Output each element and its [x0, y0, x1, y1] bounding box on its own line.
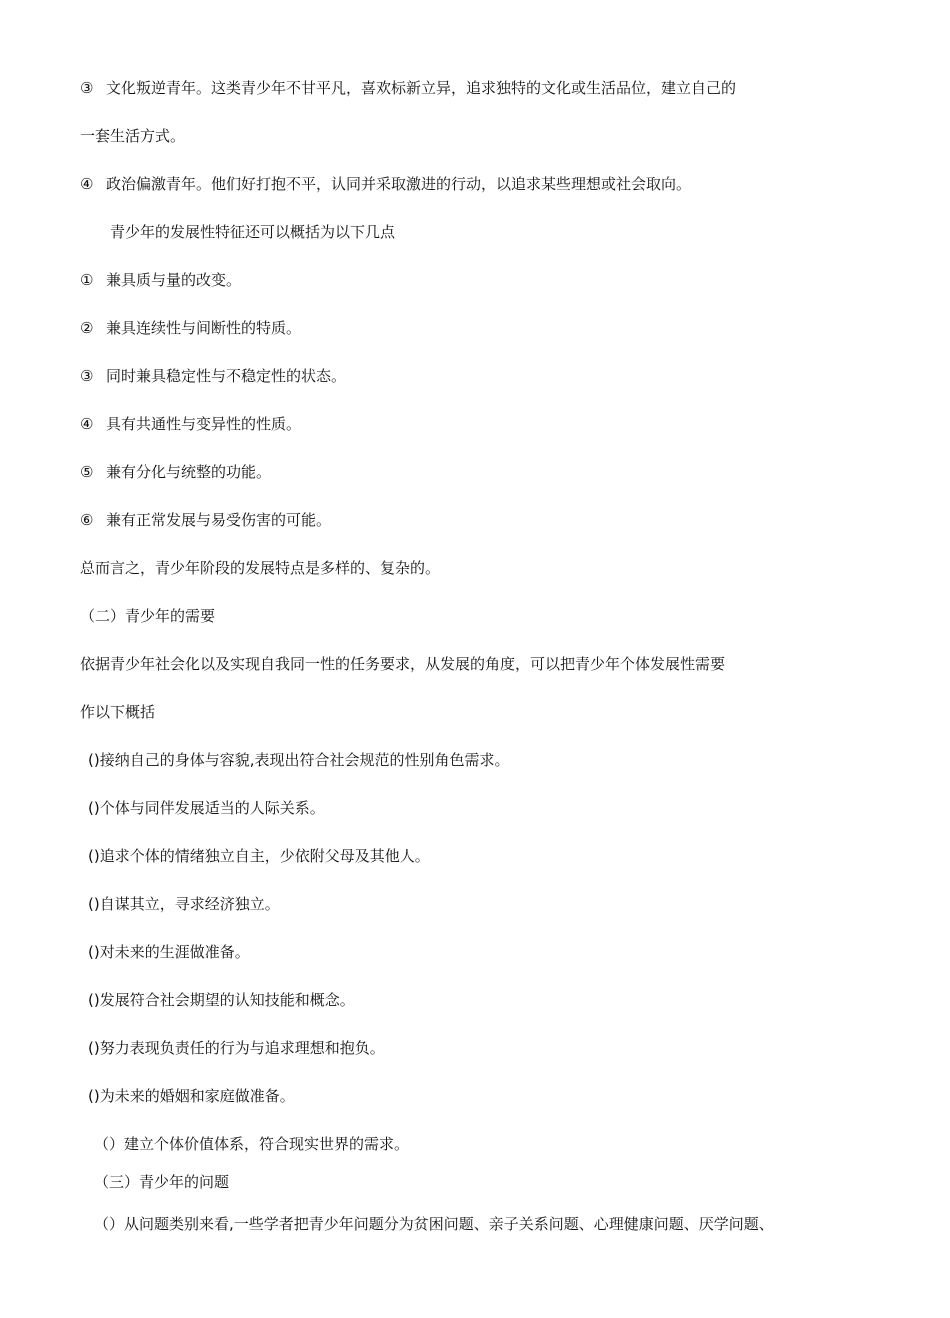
needs-intro-continuation	[80, 702, 155, 722]
heading-text: （二）青少年的需要	[80, 607, 216, 625]
list-item-text: 具有共通性与变异性的性质。	[106, 415, 302, 433]
list-item-text: ()个体与同伴发展适当的人际关系。	[88, 799, 325, 817]
needs-item	[88, 750, 509, 770]
paragraph-text: 文化叛逆青年。这类青少年不甘平凡，喜欢标新立异，追求独特的文化或生活品位，建立自己的	[106, 79, 737, 97]
list-item-text: ()对未来的生涯做准备。	[88, 943, 250, 961]
list-item-3	[80, 366, 346, 386]
paragraph-text: 总而言之，青少年阶段的发展特点是多样的、复杂的。	[80, 559, 441, 577]
heading-text: （三）青少年的问题	[94, 1173, 230, 1191]
paragraph-text: 作以下概括	[80, 703, 156, 721]
paragraph-item-3	[80, 78, 736, 98]
needs-item	[88, 1038, 385, 1058]
paragraph-text: （）从问题类别来看,一些学者把青少年问题分为贫困问题、亲子关系问题、心理健康问题、厌学问题、	[94, 1215, 774, 1233]
paragraph-text: 政治偏激青年。他们好打抱不平，认同并采取激进的行动，以追求某些理想或社会取向。	[106, 175, 692, 193]
list-item-text: 兼有正常发展与易受伤害的可能。	[106, 511, 332, 529]
paragraph-text: 一套生活方式。	[80, 127, 186, 145]
section-heading-problems	[94, 1172, 229, 1192]
section-intro	[110, 222, 395, 242]
list-marker: ②	[80, 319, 94, 337]
needs-item	[88, 990, 355, 1010]
paragraph-text: 依据青少年社会化以及实现自我同一性的任务要求，从发展的角度，可以把青少年个体发展性需要	[80, 655, 726, 673]
list-marker: ③	[80, 79, 94, 97]
list-marker: ⑥	[80, 511, 94, 529]
list-item-text: （）建立个体价值体系，符合现实世界的需求。	[94, 1135, 410, 1153]
needs-item	[88, 942, 250, 962]
list-item-text: ()为未来的婚姻和家庭做准备。	[88, 1087, 295, 1105]
problems-paragraph	[94, 1214, 774, 1234]
needs-intro-paragraph	[80, 654, 725, 674]
needs-item	[88, 846, 430, 866]
list-item-5	[80, 462, 271, 482]
needs-item	[88, 798, 325, 818]
list-marker: ④	[80, 175, 94, 193]
list-item-2	[80, 318, 301, 338]
needs-item	[94, 1134, 409, 1154]
section-heading-needs	[80, 606, 215, 626]
needs-item	[88, 1086, 295, 1106]
paragraph-text: 青少年的发展性特征还可以概括为以下几点	[110, 223, 396, 241]
list-item-text: 同时兼具稳定性与不稳定性的状态。	[106, 367, 347, 385]
list-item-text: 兼具质与量的改变。	[106, 271, 242, 289]
needs-item	[88, 894, 280, 914]
list-item-4	[80, 414, 301, 434]
paragraph-item-4	[80, 174, 691, 194]
list-item-text: ()自谋其立，寻求经济独立。	[88, 895, 280, 913]
list-item-text: ()接纳自己的身体与容貌,表现出符合社会规范的性别角色需求。	[88, 751, 510, 769]
list-marker: ①	[80, 271, 94, 289]
list-item-1	[80, 270, 241, 290]
list-item-6	[80, 510, 331, 530]
summary-paragraph	[80, 558, 440, 578]
list-item-text: ()发展符合社会期望的认知技能和概念。	[88, 991, 355, 1009]
list-item-text: ()努力表现负责任的行为与追求理想和抱负。	[88, 1039, 385, 1057]
list-item-text: 兼具连续性与间断性的特质。	[106, 319, 302, 337]
list-marker: ④	[80, 415, 94, 433]
list-marker: ③	[80, 367, 94, 385]
list-item-text: 兼有分化与统整的功能。	[106, 463, 272, 481]
list-marker: ⑤	[80, 463, 94, 481]
list-item-text: ()追求个体的情绪独立自主，少依附父母及其他人。	[88, 847, 430, 865]
paragraph-continuation	[80, 126, 185, 146]
